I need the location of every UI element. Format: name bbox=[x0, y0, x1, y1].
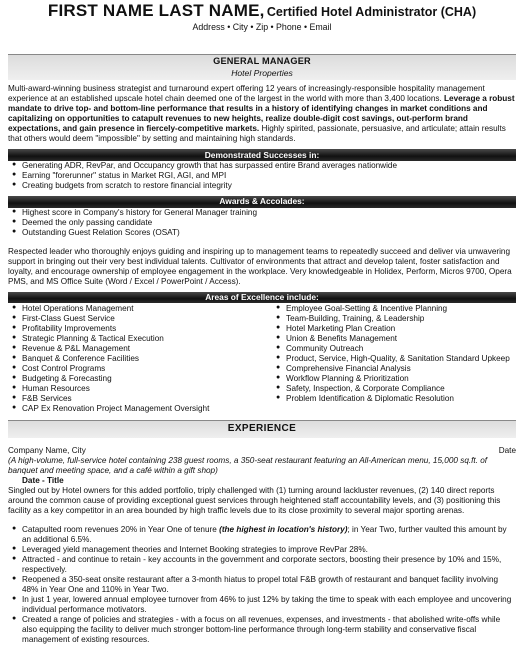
list-item: ● Problem Identification & Diplomatic Resolution bbox=[276, 394, 516, 404]
list-item: ● F&B Services bbox=[12, 394, 272, 404]
list-item: ● Leveraged yield management theories and Internet Booking strategies to improve RevPar 28%. bbox=[12, 545, 516, 555]
awards-list bbox=[12, 208, 516, 238]
profile-summary bbox=[8, 84, 516, 144]
company-description: (A high-volume, full-service hotel containing 238 guest rooms, a 350-seat restaurant featuring an All-American menu, 15,000 sq.ft. of banquet and meeting space, and a café within a gift shop) bbox=[8, 455, 488, 475]
list-item: ● In just 1 year, lowered annual employee turnover from 46% to just 12% by taking the time to speak with each employee and uncovering individual performance motivators. bbox=[12, 595, 516, 615]
summary-tail: Highly spirited, passionate, persuasive, and articulate; attain results that others would deem "impossible" by setting and maintaining high standards. bbox=[8, 124, 506, 144]
list-item: ● CAP Ex Renovation Project Management Oversight bbox=[12, 404, 272, 414]
list-item: ● Profitability Improvements bbox=[12, 324, 272, 334]
company-name: Company Name, City bbox=[8, 445, 86, 455]
list-item: ● Earning "forerunner" status in Market RGI, AGI, and MPI bbox=[12, 171, 516, 181]
list-item: ● Employee Goal-Setting & Incentive Planning bbox=[276, 304, 516, 314]
excellence-right-list bbox=[276, 304, 516, 414]
job-intro: Singled out by Hotel owners for this added portfolio, triply challenged with (1) turning around lackluster revenues, (2) 140 direct reports around the common cause of providing exceptional guest services through heightened staff accountability levels, and (3) positioning this facility as a key competitor in an area bounded by high traffic levels due to its close proximity to several major sporting arenas. bbox=[8, 485, 501, 515]
experience-heading: EXPERIENCE bbox=[8, 420, 516, 437]
contact-line: Address • City • Zip • Phone • Email bbox=[192, 21, 332, 32]
company-date: Date bbox=[498, 445, 516, 455]
list-item: ● Reopened a 350-seat onsite restaurant after a 3-month hiatus to propel total F&B growth of restaurant and banquet facility involving 48% in Year One and 110% in Year Two. bbox=[12, 575, 516, 595]
list-item: ● Cost Control Programs bbox=[12, 364, 272, 374]
summary-bold: Leverage a robust mandate to drive top- and bottom-line performance that results in a history of identifying changes in market conditions and capitalizing on opportunities to catapult revenues to new heights, realize double-digit cost savings, out-perform brand expectations, and gain presence in fiercely-competitive markets. bbox=[8, 94, 515, 134]
excellence-left-list bbox=[12, 304, 272, 414]
profile-subtitle: Hotel Properties bbox=[231, 67, 293, 78]
list-item: ● Generating ADR, RevPar, and Occupancy growth that has surpassed entire Brand averages nationwide bbox=[12, 161, 516, 171]
list-item: ● Revenue & P&L Management bbox=[12, 344, 272, 354]
candidate-name: FIRST NAME LAST NAME, bbox=[47, 1, 265, 20]
list-item: ● Team-Building, Training, & Leadership bbox=[276, 314, 516, 324]
company-row bbox=[8, 446, 516, 456]
excellence-columns bbox=[8, 304, 516, 414]
resume-header bbox=[8, 0, 516, 32]
successes-heading: Demonstrated Successes in: bbox=[8, 149, 516, 161]
list-item: ● Community Outreach bbox=[276, 344, 516, 354]
list-item: ● Budgeting & Forecasting bbox=[12, 374, 272, 384]
list-item: ● Hotel Operations Management bbox=[12, 304, 272, 314]
list-item: ● Human Resources bbox=[12, 384, 272, 394]
list-item: ● Creating budgets from scratch to restore financial integrity bbox=[12, 181, 516, 191]
list-item: ● Highest score in Company's history for General Manager training bbox=[12, 208, 516, 218]
list-item: ● Comprehensive Financial Analysis bbox=[276, 364, 516, 374]
list-item: ● Created a range of policies and strategies - with a focus on all revenues, expenses, and investments - that abolished write-offs while also equipping the facility to deliver much stronger bottom-line performance through long-term stability and conservative fiscal management of existing resources. bbox=[12, 615, 516, 645]
bullet-text: Catapulted room revenues 20% in Year One of tenure bbox=[22, 524, 220, 534]
list-item: ● First-Class Guest Service bbox=[12, 314, 272, 324]
list-item: ● Hotel Marketing Plan Creation bbox=[276, 324, 516, 334]
successes-list bbox=[12, 161, 516, 191]
profile-title: GENERAL MANAGER bbox=[213, 56, 311, 67]
leadership-paragraph: Respected leader who thoroughly enjoys guiding and inspiring up to management teams to repeatedly succeed and deliver via unwavering support in bringing out their very best individual talents. Cultivator of environments that attract and develop talent, foster satisfaction and loyalty, and encourage ownership of employee engagement in the workplace. Very knowledgeable in Holidex, Perform, Micros 9700, Opera PMS, and MS Office Suite (Word / Excel / PowerPoint / Access). bbox=[8, 246, 512, 286]
bullet-text: ; in Year Two, further vaulted this amount by an additional 6.5%. bbox=[22, 524, 507, 544]
profile-title-box bbox=[8, 54, 516, 80]
list-item: ● Safety, Inspection, & Corporate Compliance bbox=[276, 384, 516, 394]
experience-bullets bbox=[12, 525, 516, 645]
excellence-heading: Areas of Excellence include: bbox=[8, 292, 516, 304]
list-item: ● Outstanding Guest Relation Scores (OSAT) bbox=[12, 228, 516, 238]
list-item: ● Banquet & Conference Facilities bbox=[12, 354, 272, 364]
list-item bbox=[12, 525, 516, 545]
list-item: ● Deemed the only passing candidate bbox=[12, 218, 516, 228]
list-item: ● Attracted - and continue to retain - key accounts in the government and corporate sectors, boosting their presence by 10% and 15%, respectively. bbox=[12, 555, 516, 575]
job-date-title: Date - Title bbox=[22, 475, 64, 485]
summary-plain: Multi-award-winning business strategist and turnaround expert offering 12 years of increasingly-responsible hospitality management experience at an established upscale hotel chain deemed one of the largest in the world with more than 3,400 locations. bbox=[8, 84, 485, 104]
candidate-credential: Certified Hotel Administrator (CHA) bbox=[266, 5, 477, 19]
bullet-highlight: (the highest in location's history) bbox=[219, 524, 348, 534]
list-item: ● Product, Service, High-Quality, & Sanitation Standard Upkeep bbox=[276, 354, 516, 364]
list-item: ● Workflow Planning & Prioritization bbox=[276, 374, 516, 384]
name-line bbox=[8, 1, 516, 22]
list-item: ● Union & Benefits Management bbox=[276, 334, 516, 344]
awards-heading: Awards & Accolades: bbox=[8, 196, 516, 208]
list-item: ● Strategic Planning & Tactical Execution bbox=[12, 334, 272, 344]
